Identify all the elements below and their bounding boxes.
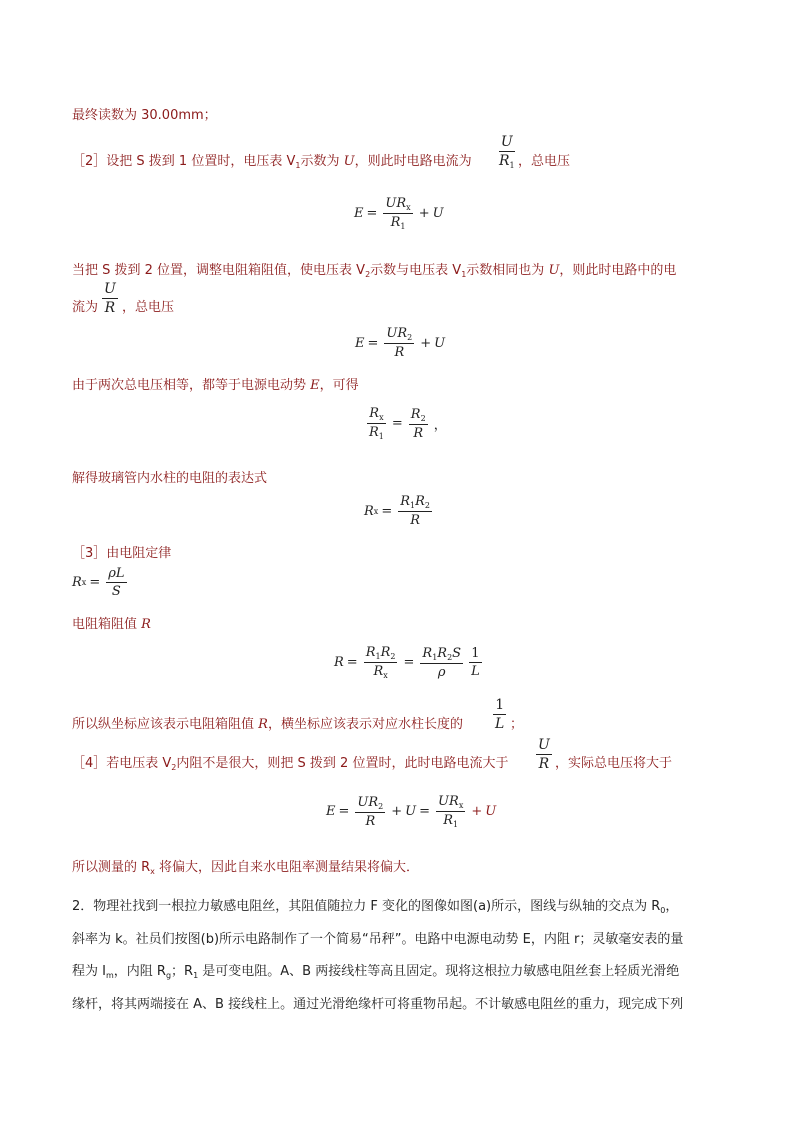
symbol-r: R bbox=[365, 813, 376, 829]
subscript: x bbox=[373, 506, 379, 516]
text-segment: 2．物理社找到一根拉力敏感电阻丝，其阻值随拉力 F 变化的图像如图(a)所示，图线与纵轴的交点为 R bbox=[72, 899, 661, 914]
digit: 1 bbox=[471, 646, 480, 661]
fraction bbox=[436, 794, 465, 829]
fraction bbox=[364, 645, 398, 680]
text-segment: 所以测量的 R bbox=[72, 860, 151, 875]
text-segment: 所以纵坐标应该表示电阻箱阻值 bbox=[72, 717, 259, 732]
text-segment: ；R bbox=[171, 964, 194, 979]
subscript: 2 bbox=[407, 333, 413, 342]
punctuation: ， bbox=[433, 418, 447, 433]
symbol-r: R bbox=[104, 300, 116, 316]
symbol-r: R bbox=[396, 196, 407, 211]
symbol-r: R bbox=[410, 406, 421, 422]
symbol-r: R bbox=[369, 406, 380, 421]
text-segment: 电阻箱阻值 bbox=[72, 617, 142, 632]
operator: = bbox=[403, 655, 415, 670]
fraction bbox=[420, 646, 463, 680]
symbol-r: R bbox=[72, 575, 82, 590]
fraction bbox=[106, 566, 126, 599]
formula-e-case1 bbox=[354, 196, 444, 231]
operator: = bbox=[381, 503, 393, 519]
text-line-box-value bbox=[72, 613, 151, 632]
text-segment: 程为 I bbox=[72, 964, 106, 979]
symbol-s: S bbox=[452, 645, 462, 661]
operator: = bbox=[367, 335, 379, 351]
text-segment: ， bbox=[665, 899, 679, 914]
symbol-r: R bbox=[410, 513, 420, 528]
symbol-r: R bbox=[365, 645, 376, 660]
symbol-l: L bbox=[471, 664, 480, 679]
symbol-r: R bbox=[499, 153, 510, 169]
subscript: 2 bbox=[171, 763, 177, 772]
text-line-step4 bbox=[72, 752, 508, 772]
fraction bbox=[497, 134, 517, 170]
symbol-rho: ρ bbox=[108, 566, 116, 581]
text-line-conclusion bbox=[72, 856, 419, 876]
symbol-u: U bbox=[357, 794, 369, 810]
operator: = bbox=[338, 804, 350, 819]
subscript: m bbox=[105, 971, 114, 980]
text-line-axes bbox=[72, 713, 463, 732]
digit: 1 bbox=[495, 697, 505, 713]
formula-r-box bbox=[334, 645, 485, 680]
subscript: x bbox=[81, 578, 87, 587]
symbol-e: E bbox=[355, 335, 365, 351]
subscript: x bbox=[379, 413, 384, 422]
text-line-switch-2 bbox=[72, 259, 676, 279]
problem2-line1 bbox=[72, 895, 678, 915]
symbol-r: R bbox=[141, 617, 151, 632]
text-segment: ，内阻 R bbox=[113, 964, 166, 979]
text-line-final-reading: 最终读数为 30.00mm； bbox=[72, 108, 217, 123]
formula-e-case3 bbox=[326, 794, 496, 829]
symbol-r: R bbox=[443, 813, 454, 828]
text-segment: 内阻不是很大，则把 S 拨到 2 位置时，此时电路电流大于 bbox=[176, 756, 509, 771]
symbol-r: R bbox=[538, 756, 550, 772]
fraction bbox=[536, 737, 552, 772]
subscript: 1 bbox=[432, 652, 438, 662]
formula-e-case2 bbox=[355, 326, 445, 360]
text-segment: 由于两次总电压相等，都等于电源电动势 bbox=[72, 378, 311, 393]
symbol-u: U bbox=[386, 326, 398, 341]
symbol-r: R bbox=[397, 326, 408, 341]
symbol-u: U bbox=[434, 335, 446, 351]
fraction bbox=[355, 795, 385, 829]
subscript: 2 bbox=[365, 270, 371, 279]
text-line-solve: 解得玻璃管内水柱的电阻的表达式 bbox=[72, 471, 268, 486]
operator: = bbox=[89, 575, 101, 590]
fraction-u-over-r bbox=[99, 281, 121, 316]
text-segment: 示数为 bbox=[300, 154, 344, 169]
fraction bbox=[398, 494, 432, 528]
symbol-u: U bbox=[343, 154, 355, 169]
text-segment-total-voltage: ，总电压 bbox=[518, 154, 571, 169]
formula-rx bbox=[364, 494, 435, 528]
subscript: 1 bbox=[461, 270, 467, 279]
symbol-e: E bbox=[354, 206, 364, 221]
symbol-l: L bbox=[115, 566, 125, 581]
text-segment: 将偏大，因此自来水电阻率测量结果将偏大． bbox=[154, 860, 420, 875]
symbol-r: R bbox=[449, 794, 459, 809]
subscript: 2 bbox=[424, 501, 430, 510]
symbol-rho: ρ bbox=[437, 664, 446, 680]
symbol-s: S bbox=[111, 584, 121, 599]
text-segment: ，则此时电路中的电 bbox=[559, 263, 677, 278]
symbol-u: U bbox=[548, 263, 560, 278]
symbol-u: U bbox=[432, 206, 444, 221]
symbol-u: U bbox=[385, 196, 397, 211]
text-line-step3: ［3］由电阻定律 bbox=[72, 546, 172, 561]
symbol-r: R bbox=[394, 345, 405, 360]
text-segment-current: 流为 bbox=[72, 300, 99, 315]
subscript: 2 bbox=[390, 652, 396, 661]
text-segment: 是可变电阻。A、B 两接线柱等高且固定。现将这根拉力敏感电阻丝套上轻质光滑绝 bbox=[198, 964, 680, 979]
fraction bbox=[469, 646, 482, 679]
symbol-l: L bbox=[495, 716, 505, 732]
symbol-r: R bbox=[400, 494, 411, 509]
subscript: 1 bbox=[400, 222, 406, 231]
operator: + bbox=[420, 335, 432, 351]
subscript: 1 bbox=[509, 161, 515, 170]
symbol-u: U bbox=[438, 794, 450, 809]
text-line-step2 bbox=[72, 150, 472, 170]
subscript: 1 bbox=[375, 652, 381, 661]
symbol-r: R bbox=[368, 794, 379, 810]
symbol-r: R bbox=[422, 645, 433, 661]
problem2-line3 bbox=[72, 960, 679, 980]
symbol-r: R bbox=[364, 503, 374, 519]
text-segment: ，横坐标应该表示对应水柱长度的 bbox=[267, 717, 463, 732]
symbol-u: U bbox=[538, 737, 550, 753]
symbol-r: R bbox=[373, 664, 384, 679]
fraction-one-over-l bbox=[490, 697, 509, 732]
subscript: x bbox=[458, 801, 464, 810]
text-segment: 示数相同也为 bbox=[466, 263, 549, 278]
symbol-e: E bbox=[326, 804, 336, 819]
subscript: g bbox=[165, 971, 172, 980]
symbol-r: R bbox=[413, 425, 424, 441]
text-segment: ，可得 bbox=[319, 378, 359, 393]
subscript: 2 bbox=[378, 801, 384, 811]
subscript: x bbox=[383, 671, 388, 680]
problem2-line2: 斜率为 k。社员们按图(b)所示电路制作了一个简易“吊秤”。电路中电源电动势 E，内阻 r；灵敏毫安表的量 bbox=[72, 932, 684, 947]
text-segment: ，则此时电路电流为 bbox=[354, 154, 472, 169]
subscript: 0 bbox=[660, 906, 666, 915]
symbol-r: R bbox=[415, 494, 425, 509]
problem2-line4: 缘杆，将其两端接在 A、B 接线柱上。通过光滑绝缘杆可将重物吊起。不计敏感电阻丝的重力，现完成下列 bbox=[72, 997, 684, 1012]
symbol-r: R bbox=[437, 645, 448, 661]
symbol-u: U bbox=[405, 804, 417, 819]
text-segment: 示数与电压表 V bbox=[370, 263, 462, 278]
symbol-r: R bbox=[258, 717, 268, 732]
symbol-r: R bbox=[380, 645, 391, 660]
symbol-r: R bbox=[369, 425, 379, 440]
fraction bbox=[383, 196, 412, 231]
text-line-equal-voltage bbox=[72, 374, 359, 393]
operator: = bbox=[366, 206, 378, 221]
operator: + bbox=[471, 804, 483, 819]
fraction bbox=[409, 407, 428, 441]
fraction bbox=[367, 406, 386, 441]
subscript: x bbox=[406, 203, 411, 212]
subscript: 1 bbox=[378, 432, 384, 441]
fraction-u-over-r-2 bbox=[533, 737, 555, 772]
subscript: 1 bbox=[410, 501, 416, 510]
symbol-u: U bbox=[104, 281, 116, 297]
operator: = bbox=[346, 655, 358, 670]
text-segment-total-voltage-2: ，总电压 bbox=[122, 300, 175, 315]
symbol-r: R bbox=[334, 655, 344, 670]
symbol-e: E bbox=[310, 378, 320, 393]
formula-resistance-law bbox=[72, 566, 130, 599]
subscript: 1 bbox=[193, 971, 199, 980]
fraction bbox=[493, 697, 506, 732]
fraction bbox=[384, 326, 414, 360]
fraction bbox=[102, 281, 118, 316]
subscript: 1 bbox=[453, 820, 459, 829]
text-segment-actual-voltage: ，实际总电压将大于 bbox=[555, 756, 673, 771]
symbol-u: U bbox=[485, 804, 497, 819]
formula-ratio bbox=[364, 406, 450, 441]
subscript: 2 bbox=[420, 413, 426, 423]
text-segment: 当把 S 拨到 2 位置，调整电阻箱阻值，使电压表 V bbox=[72, 263, 366, 278]
text-segment-semicolon: ； bbox=[510, 717, 524, 732]
operator: + bbox=[418, 206, 430, 221]
fraction-u-over-r1 bbox=[494, 134, 520, 170]
subscript: x bbox=[150, 867, 155, 876]
text-segment: ［2］设把 S 拨到 1 位置时，电压表 V bbox=[72, 154, 296, 169]
operator: + bbox=[391, 804, 403, 819]
operator: = bbox=[391, 416, 403, 431]
symbol-r: R bbox=[390, 215, 401, 230]
symbol-u: U bbox=[500, 134, 513, 150]
subscript: 1 bbox=[295, 161, 301, 170]
subscript: 2 bbox=[447, 652, 453, 662]
operator: = bbox=[419, 804, 431, 819]
text-segment: ［4］若电压表 V bbox=[72, 756, 172, 771]
